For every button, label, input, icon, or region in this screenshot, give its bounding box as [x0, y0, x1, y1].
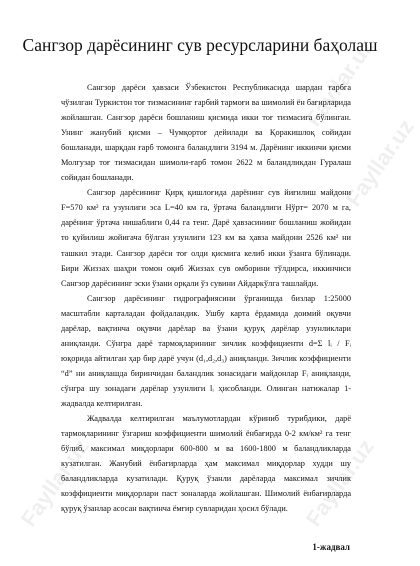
- watermark: Fayllar.uz: [340, 114, 419, 211]
- watermark: Fayllar.uz: [300, 434, 379, 531]
- paragraph-hydrography-method: Сангзор дарёсининг гидрографиясини ўрганишда бизлар 1:25000 масштабли карталадан фойдаландик. Ушбу карта ёрдамида доимий оқувчи дарёлар, вақтинча оқувчи дарёлар ва ўзани қуруқ дарёлар узунликлари аниқланди. Сўнгра дарё тармоқларининг зичлик коэффициенти d=Σ lᵢ / Fᵢ юқорида айтилган ҳар бир дарё учун (d₁,d₂,d₃) аниқланди. Зичлик коэффициенти “d” ни аниқлашда биринчидан баландлик зонасидаги майдонлар Fᵢ аниқланди, сўнгра шу зонадаги дарёлар узунлиги lᵢ ҳисобланди. Олинган натижалар 1-жадвалда келтирилган.: [61, 293, 351, 408]
- page-title: Сангзор дарёсининг сув ресурсларини баҳолаш: [22, 35, 378, 55]
- paragraph-basin-location: Сангзор дарёси ҳавзаси Ўзбекистон Республикасида шардан ғарбга чўзилган Туркистон тоғ тизмасининг ғарбий тармоғи ва шимолий ён бағирларида жойлашган. Сангзор дарёси бошланиш қисмида икки тоғ тизмасига бўлинган. Унинг жанубий қисми – Чумқортоғ дейилади ва Қоракишлоқ сойидан бошланади, шарқдан ғарб томонга баландлиги 3194 м. Дарёнинг иккинчи қисми Молгузар тоғ тизмасидан шимоли-ғарб томон 2622 м баландликдан Гуралаш сойидан бошланади.: [61, 83, 351, 183]
- paragraph-basin-parameters: Сангзор дарёсининг Қирқ қишлоғида дарёнинг сув йиғилиш майдони F=570 км² га узунлиги эса L=40 км га, ўртача баландлиги Hўрт= 2070 м га, дарёнинг ўртача нишаблиги 0,44 га тенг. Дарё ҳавзасининг бошланиш жойидан то қуйилиш жойигача бўлган узунлиги 123 км ва ҳавза майдони 2526 км² ни ташкил этади. Сангзор дарёси тоғ олди қисмига келиб икки ўзанга бўлинади. Бири Жиззах шаҳри томон оқиб Жиззах сув омборини тўлдирса, иккинчиси Сангзор дарёсининг эски ўзани орқали ўз сувини Айдаркўлга ташлайди.: [61, 188, 351, 288]
- watermark: Fayllar.uz: [300, 34, 379, 131]
- watermark: Fayllar.uz: [15, 434, 94, 531]
- body-text: [61, 80, 351, 516]
- paragraph-table-analysis: Жадвалда келтирилган маълумотлардан кўриниб турибдики, дарё тармоқларининг ўзгариш коэффициенти шимолий ёнбағирда 0-2 км/км² га тенг бўлиб, максимал миқдорлари 600-800 м ва 1600-1800 м баландликларда кузатилган. Жанубий ёнбағирларда ҳам максимал миқдорлар худди шу баландликларда кузатилади. Қуруқ ўзанли дарёларда максимал зичлик коэффициенти миқдорлари паст зоналарда жойлашган. Шимолий ёнбағирларда қуруқ ўзанлар асосан вақтинча ёмғир сувларидан ҳосил бўлади.: [61, 414, 351, 514]
- table-caption: 1-жадвал: [312, 542, 350, 552]
